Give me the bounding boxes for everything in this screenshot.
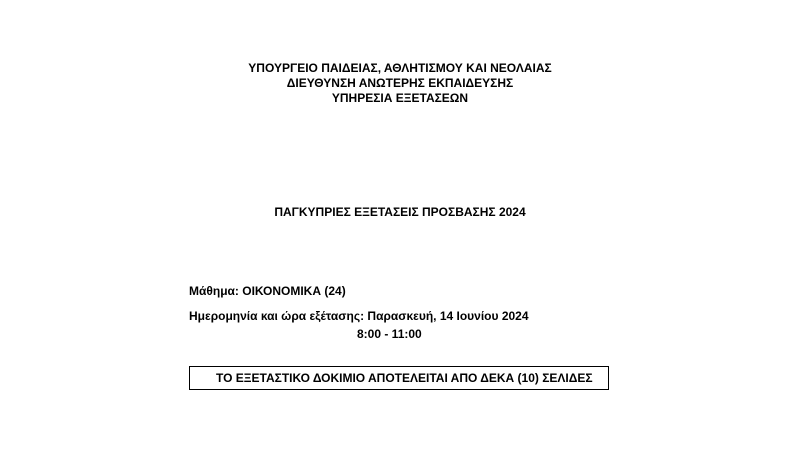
exam-date: Ημερομηνία και ώρα εξέτασης: Παρασκευή, 14 Ιουνίου 2024	[189, 309, 529, 323]
page-count-notice: ΤΟ ΕΞΕΤΑΣΤΙΚΟ ΔΟΚΙΜΙΟ ΑΠΟΤΕΛΕΙΤΑΙ ΑΠΟ ΔΕΚΑ (10) ΣΕΛΙΔΕΣ	[189, 366, 609, 390]
exam-subject: Μάθημα: ΟΙΚΟΝΟΜΙΚΑ (24)	[189, 284, 346, 298]
directorate-name: ΔΙΕΥΘΥΝΣΗ ΑΝΩΤΕΡΗΣ ΕΚΠΑΙΔΕΥΣΗΣ	[286, 76, 514, 90]
service-name: ΥΠΗΡΕΣΙΑ ΕΞΕΤΑΣΕΩΝ	[331, 91, 469, 105]
exam-title: ΠΑΓΚΥΠΡΙΕΣ ΕΞΕΤΑΣΕΙΣ ΠΡΟΣΒΑΣΗΣ 2024	[274, 205, 526, 219]
exam-time: 8:00 - 11:00	[357, 327, 422, 341]
document-header	[0, 61, 800, 106]
ministry-name: ΥΠΟΥΡΓΕΙΟ ΠΑΙΔΕΙΑΣ, ΑΘΛΗΤΙΣΜΟΥ ΚΑΙ ΝΕΟΛΑΙΑΣ	[248, 61, 552, 75]
